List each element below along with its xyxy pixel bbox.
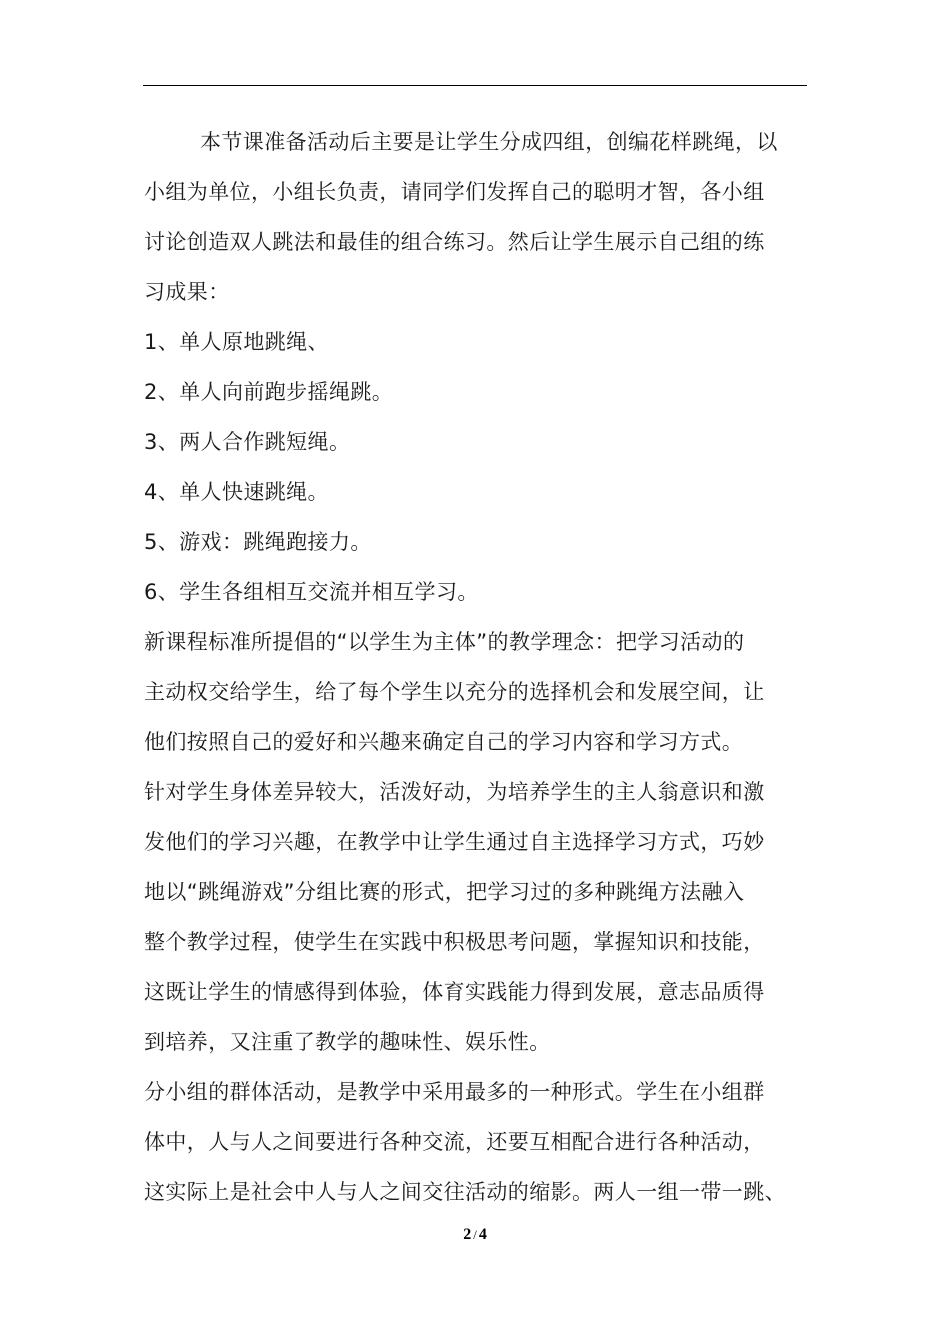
- list-item: 3、两人合作跳短绳。: [144, 430, 351, 454]
- list-item: 1、单人原地跳绳、: [144, 330, 329, 354]
- paragraph-line: 讨论创造双人跳法和最佳的组合练习。然后让学生展示自己组的练: [144, 230, 765, 254]
- paragraph-line: 体中，人与人之间要进行各种交流，还要互相配合进行各种活动，: [144, 1130, 765, 1154]
- paragraph-line: 主动权交给学生，给了每个学生以充分的选择机会和发展空间，让: [144, 680, 765, 704]
- paragraph-line: 整个教学过程，使学生在实践中积极思考问题，掌握知识和技能，: [144, 930, 765, 954]
- paragraph-line: 这实际上是社会中人与人之间交往活动的缩影。两人一组一带一跳、: [144, 1180, 786, 1204]
- header-rule: [143, 85, 807, 86]
- list-item: 6、学生各组相互交流并相互学习。: [144, 580, 479, 604]
- list-item: 4、单人快速跳绳。: [144, 480, 329, 504]
- paragraph-line: 习成果：: [144, 280, 230, 304]
- paragraph-line: 他们按照自己的爱好和兴趣来确定自己的学习内容和学习方式。: [144, 730, 744, 754]
- page-separator: /: [473, 1227, 477, 1242]
- paragraph-line: 分小组的群体活动，是教学中采用最多的一种形式。学生在小组群: [144, 1080, 765, 1104]
- paragraph-line: 地以“跳绳游戏”分组比赛的形式，把学习过的多种跳绳方法融入: [144, 880, 745, 904]
- current-page: 2: [463, 1226, 472, 1243]
- paragraph-line: 针对学生身体差异较大，活泼好动，为培养学生的主人翁意识和激: [144, 780, 765, 804]
- paragraph-line: 到培养，又注重了教学的趣味性、娱乐性。: [144, 1030, 551, 1054]
- list-item: 2、单人向前跑步摇绳跳。: [144, 380, 394, 404]
- list-item: 5、游戏：跳绳跑接力。: [144, 530, 372, 554]
- page-number: [0, 1226, 950, 1244]
- paragraph-line: 小组为单位，小组长负责，请同学们发挥自己的聪明才智，各小组: [144, 180, 765, 204]
- paragraph-line: 本节课准备活动后主要是让学生分成四组，创编花样跳绳，以: [200, 130, 778, 154]
- paragraph-line: 这既让学生的情感得到体验，体育实践能力得到发展，意志品质得: [144, 980, 765, 1004]
- paragraph-line: 新课程标准所提倡的“以学生为主体”的教学理念：把学习活动的: [144, 630, 745, 654]
- total-pages: 4: [478, 1226, 487, 1243]
- document-body: [144, 117, 808, 1217]
- paragraph-line: 发他们的学习兴趣，在教学中让学生通过自主选择学习方式，巧妙: [144, 830, 765, 854]
